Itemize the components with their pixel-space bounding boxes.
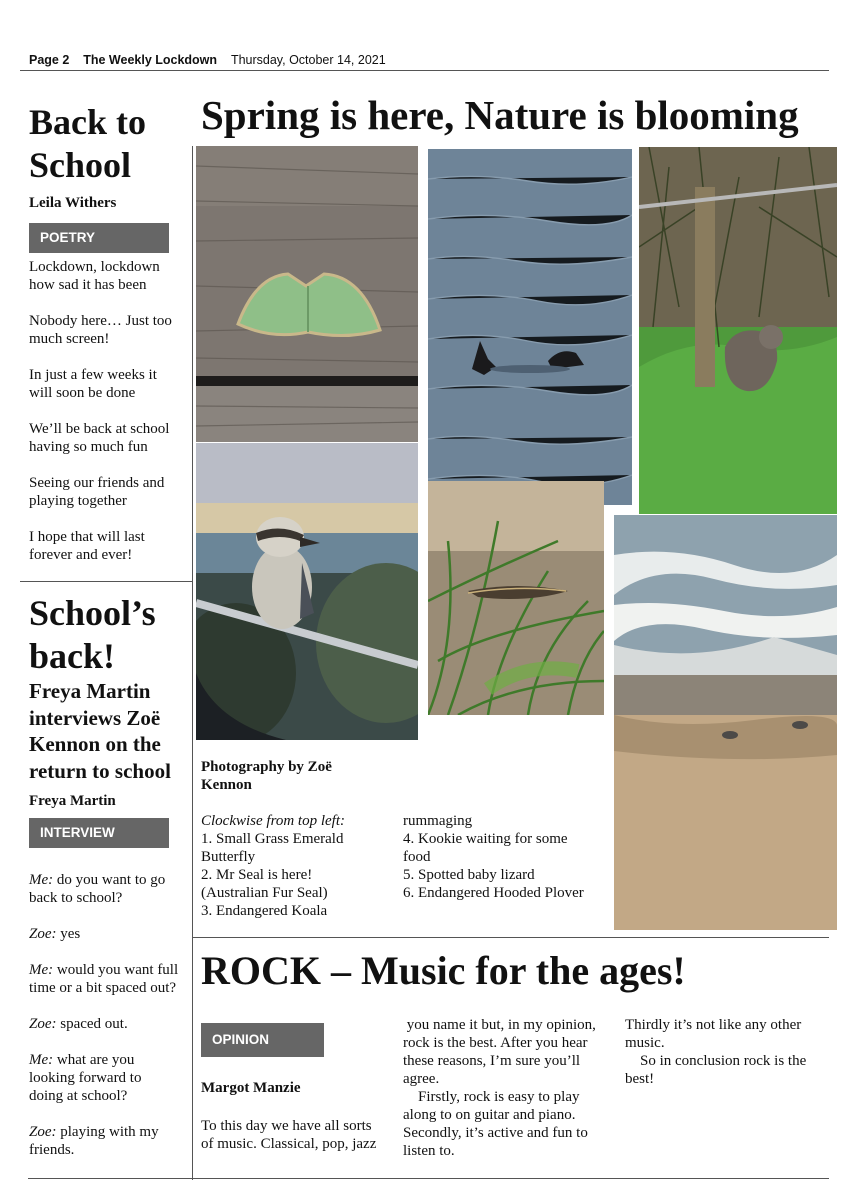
poem-line: Lockdown, lockdown — [29, 259, 160, 275]
poem-stanza — [29, 420, 189, 456]
header-rule — [20, 70, 829, 71]
lizard-photo — [428, 481, 604, 715]
poem-line: how sad it has been — [29, 277, 147, 293]
photo-credit-line: Kennon — [201, 777, 252, 793]
interview-line — [29, 961, 191, 979]
caption-line: (Australian Fur Seal) — [201, 885, 328, 901]
interview-exchange — [29, 1015, 191, 1033]
interview-line: back to school? — [29, 890, 123, 906]
interview-exchange — [29, 871, 191, 907]
kookaburra-photo — [196, 443, 418, 740]
nature-title: Spring is here, Nature is blooming — [201, 92, 799, 138]
poem-body — [29, 258, 189, 582]
poem-stanza — [29, 366, 189, 402]
caption-col1 — [201, 812, 401, 920]
caption-line: food — [403, 849, 431, 865]
interview-line: friends. — [29, 1142, 75, 1158]
interview-line — [29, 1015, 191, 1033]
poem-line: forever and ever! — [29, 547, 133, 563]
interview-text: playing with my — [56, 1124, 159, 1140]
interview-subtitle-line: interviews Zoë — [29, 705, 161, 730]
caption-line: 3. Endangered Koala — [201, 903, 328, 919]
interview-text: spaced out. — [56, 1016, 128, 1032]
rock-line: rock is the best. After you hear — [403, 1035, 588, 1051]
poetry-author: Leila Withers — [29, 195, 117, 211]
interview-exchange — [29, 1123, 191, 1159]
rock-title: ROCK – Music for the ages! — [201, 948, 686, 993]
interview-author: Freya Martin — [29, 793, 116, 809]
interview-article — [29, 592, 171, 810]
poem-line: much screen! — [29, 331, 110, 347]
interview-tag: INTERVIEW — [29, 818, 169, 848]
interview-text: do you want to go — [53, 872, 166, 888]
interview-subtitle-line: Freya Martin — [29, 679, 151, 703]
interview-exchange — [29, 925, 191, 943]
photo-credit-line: Photography by Zoë — [201, 759, 332, 775]
interview-body — [29, 871, 191, 1177]
interview-line — [29, 1051, 191, 1069]
interview-line — [29, 925, 191, 943]
poem-stanza — [29, 528, 189, 564]
rock-line: music. — [625, 1035, 665, 1051]
interview-text: would you want full — [53, 962, 179, 978]
poem-stanza — [29, 312, 189, 348]
rock-line: So in conclusion rock is the — [625, 1053, 807, 1069]
caption-line: 1. Small Grass Emerald — [201, 831, 344, 847]
plover-photo — [614, 515, 837, 930]
poem-line: I hope that will last — [29, 529, 145, 545]
caption-line: rummaging — [403, 813, 473, 829]
interview-text: what are you — [53, 1052, 135, 1068]
interview-line — [29, 1123, 191, 1141]
poem-line: In just a few weeks it — [29, 367, 157, 383]
page-number: Page 2 — [29, 53, 70, 67]
caption-line: 5. Spotted baby lizard — [403, 867, 535, 883]
poetry-article — [29, 101, 146, 212]
interview-exchange — [29, 961, 191, 997]
rock-line: of music. Classical, pop, jazz — [201, 1136, 377, 1152]
interview-title: School’s back! — [29, 593, 156, 676]
page-header — [29, 53, 386, 67]
interview-speaker: Zoe: — [29, 1124, 57, 1140]
interview-exchange — [29, 1051, 191, 1105]
interview-line: doing at school? — [29, 1088, 128, 1104]
main-rule — [193, 937, 829, 938]
poetry-tag: POETRY — [29, 223, 169, 253]
poem-line: We’ll be back at school — [29, 421, 170, 437]
caption-line: 2. Mr Seal is here! — [201, 867, 313, 883]
poetry-title: Back to School — [29, 102, 146, 185]
rock-line: listen to. — [403, 1143, 455, 1159]
interview-speaker: Me: — [29, 872, 54, 888]
poem-line: will soon be done — [29, 385, 136, 401]
interview-line: looking forward to — [29, 1070, 142, 1086]
interview-line — [29, 871, 191, 889]
main-bottom-rule — [193, 1178, 829, 1179]
interview-subtitle-line: return to school — [29, 758, 171, 783]
interview-speaker: Zoe: — [29, 1016, 57, 1032]
rock-line: Thirdly it’s not like any other — [625, 1017, 802, 1033]
rock-line: these reasons, I’m sure you’ll — [403, 1053, 581, 1069]
rock-col2 — [403, 1016, 615, 1160]
left-column-bottom-rule — [28, 1178, 192, 1179]
interview-speaker: Me: — [29, 1052, 54, 1068]
caption-col2 — [403, 812, 613, 902]
rock-line: Secondly, it’s active and fun to — [403, 1125, 588, 1141]
butterfly-photo — [196, 146, 418, 442]
rock-col1 — [201, 1117, 397, 1153]
interview-text: yes — [56, 926, 81, 942]
caption-intro: Clockwise from top left: — [201, 813, 346, 829]
poem-line: Seeing our friends and — [29, 475, 165, 491]
rock-line: you name it but, in my opinion, — [403, 1017, 596, 1033]
rock-line: To this day we have all sorts — [201, 1118, 372, 1134]
column-divider — [192, 146, 193, 1180]
rock-line: agree. — [403, 1071, 440, 1087]
koala-photo — [639, 147, 837, 514]
poem-line: having so much fun — [29, 439, 148, 455]
rock-line: along to on guitar and piano. — [403, 1107, 576, 1123]
poem-line: playing together — [29, 493, 127, 509]
caption-line: 6. Endangered Hooded Plover — [403, 885, 584, 901]
interview-line: time or a bit spaced out? — [29, 980, 177, 996]
seal-photo — [428, 149, 632, 505]
poem-stanza — [29, 474, 189, 510]
opinion-tag: OPINION — [201, 1023, 324, 1057]
interview-speaker: Zoe: — [29, 926, 57, 942]
caption-line: Butterfly — [201, 849, 256, 865]
rock-col3 — [625, 1016, 829, 1088]
photo-credit — [201, 758, 332, 794]
paper-name: The Weekly Lockdown — [83, 53, 218, 67]
rock-line: best! — [625, 1071, 655, 1087]
issue-date: Thursday, October 14, 2021 — [230, 53, 386, 67]
interview-subtitle — [29, 678, 171, 784]
rock-author: Margot Manzie — [201, 1080, 301, 1096]
poem-stanza — [29, 258, 189, 294]
rock-line: Firstly, rock is easy to play — [403, 1089, 580, 1105]
poem-line: Nobody here… Just too — [29, 313, 172, 329]
interview-subtitle-line: Kennon on the — [29, 732, 161, 756]
caption-line: 4. Kookie waiting for some — [403, 831, 568, 847]
interview-speaker: Me: — [29, 962, 54, 978]
